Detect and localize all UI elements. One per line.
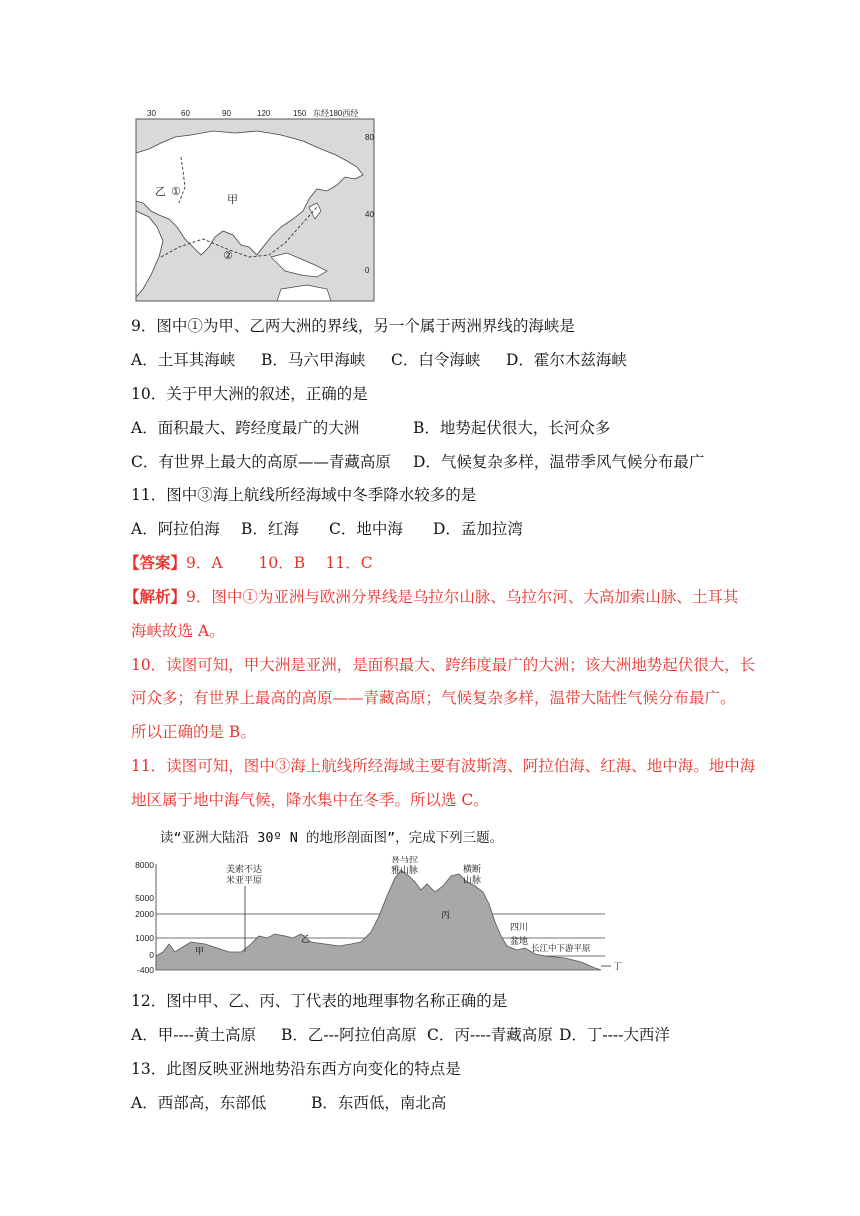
analysis-line-6: 11．读图可知，图中③海上航线所经海域主要有波斯湾、阿拉伯海、红海、地中海。地中海 xyxy=(131,757,756,775)
profile-label-sichuan: 四川 xyxy=(510,923,529,933)
profile-label-himalaya: 雅山脉 xyxy=(391,866,419,876)
profile-y-tick: 2000 xyxy=(135,909,154,919)
profile-label-meso: 美索不达 xyxy=(226,865,263,875)
question-10-stem: 10．关于甲大洲的叙述，正确的是 xyxy=(131,385,368,403)
profile-y-tick: -400 xyxy=(136,965,154,975)
profile-label-changjiang: 长江中下游平原 xyxy=(531,944,591,954)
q12-option-b: B．乙---阿拉伯高原 xyxy=(281,1026,417,1044)
map-lon-label: 120 xyxy=(257,109,271,118)
profile-y-tick: 0 xyxy=(149,950,154,960)
question-12-options xyxy=(131,1025,670,1045)
profile-label-hengduan: 横断 xyxy=(463,865,482,875)
terrain-profile xyxy=(125,856,633,976)
profile-label-jia: 甲 xyxy=(195,947,205,957)
profile-y-tick: 8000 xyxy=(135,860,154,870)
map-label-yi: 乙 xyxy=(155,185,166,198)
q9-option-a: A．土耳其海峡 xyxy=(131,351,236,369)
analysis-line-2: 海峡故选 A。 xyxy=(131,622,225,640)
analysis-label: 【解析】 xyxy=(124,587,187,606)
question-10-options-row1 xyxy=(131,418,610,438)
q9-option-d: D．霍尔木兹海峡 xyxy=(506,351,627,369)
analysis-line-7: 地区属于地中海气候，降水集中在冬季。所以选 C。 xyxy=(131,791,489,809)
q10-option-d: D．气候复杂多样，温带季风气候分布最广 xyxy=(413,453,705,471)
profile-intro: 读“亚洲大陆沿 30º N 的地形剖面图”，完成下列三题。 xyxy=(160,830,504,846)
analysis-line-3: 10．读图可知，甲大洲是亚洲，是面积最大、跨纬度最广的大洲；该大洲地势起伏很大，长 xyxy=(131,656,756,674)
question-11-options xyxy=(131,519,523,539)
map-label-jia: 甲 xyxy=(227,193,238,206)
profile-label-hengduan: 山脉 xyxy=(463,876,482,886)
question-11-stem: 11．图中③海上航线所经海域中冬季降水较多的是 xyxy=(131,486,477,504)
q10-option-c: C．有世界上最大的高原——青藏高原 xyxy=(131,453,391,471)
q10-option-a: A．面积最大、跨经度最广的大洲 xyxy=(131,419,360,437)
map-lat-label: 0 xyxy=(365,266,370,275)
profile-label-himalaya: 喜马拉 xyxy=(391,856,419,865)
question-9-options xyxy=(131,350,627,370)
answer-text: 9．A 10．B 11．C xyxy=(186,554,373,572)
map-label-2: ② xyxy=(223,249,233,262)
q9-option-c: C．白令海峡 xyxy=(391,351,481,369)
map-lon-label: 90 xyxy=(222,109,231,118)
analysis-line-1 xyxy=(124,587,738,607)
map-label-1: ① xyxy=(171,185,181,198)
q12-option-a: A．甲----黄土高原 xyxy=(131,1026,257,1044)
map-lon-label: 60 xyxy=(181,109,190,118)
map-lat-label: 80 xyxy=(365,133,374,142)
q12-option-d: D．丁----大西洋 xyxy=(559,1026,670,1044)
profile-label-sichuan: 盆地 xyxy=(510,937,529,947)
map-lon-label: 30 xyxy=(147,109,156,118)
analysis-text-1: 9．图中①为亚洲与欧洲分界线是乌拉尔山脉、乌拉尔河、大高加索山脉、土耳其 xyxy=(186,588,739,606)
profile-label-meso: 米亚平原 xyxy=(226,876,263,886)
q11-option-b: B．红海 xyxy=(241,520,299,538)
map-lon-label: 150 xyxy=(293,109,307,118)
q13-option-a: A．西部高，东部低 xyxy=(131,1094,267,1112)
analysis-line-5: 所以正确的是 B。 xyxy=(131,723,256,741)
profile-y-tick: 1000 xyxy=(135,933,154,943)
question-13-stem: 13．此图反映亚洲地势沿东西方向变化的特点是 xyxy=(131,1060,461,1078)
question-12-stem: 12．图中甲、乙、丙、丁代表的地理事物名称正确的是 xyxy=(131,992,508,1010)
question-9-stem: 9．图中①为甲、乙两大洲的界线，另一个属于两洲界线的海峡是 xyxy=(131,317,575,335)
profile-y-tick: 5000 xyxy=(135,893,154,903)
q11-option-d: D．孟加拉湾 xyxy=(433,520,523,538)
profile-label-ding: 丁 xyxy=(613,962,623,972)
analysis-line-4: 河众多；有世界上最高的高原——青藏高原；气候复杂多样，温带大陆性气候分布最广。 xyxy=(131,689,736,707)
question-13-options xyxy=(131,1093,446,1113)
q10-option-b: B．地势起伏很大，长河众多 xyxy=(413,419,611,437)
q13-option-b: B．东西低，南北高 xyxy=(311,1094,447,1112)
answer-label: 【答案】 xyxy=(124,553,187,572)
map-lat-label: 40 xyxy=(365,210,374,219)
asia-map xyxy=(131,107,378,304)
q11-option-c: C．地中海 xyxy=(329,520,403,538)
map-lon-label: 东经180西经 xyxy=(313,109,359,118)
q12-option-c: C．丙----青藏高原 xyxy=(427,1026,553,1044)
profile-label-yi: 乙 xyxy=(301,935,311,945)
q9-option-b: B．马六甲海峡 xyxy=(261,351,366,369)
question-10-options-row2 xyxy=(131,452,704,472)
q11-option-a: A．阿拉伯海 xyxy=(131,520,220,538)
answer-line xyxy=(124,553,373,573)
profile-label-bing: 丙 xyxy=(441,911,451,921)
